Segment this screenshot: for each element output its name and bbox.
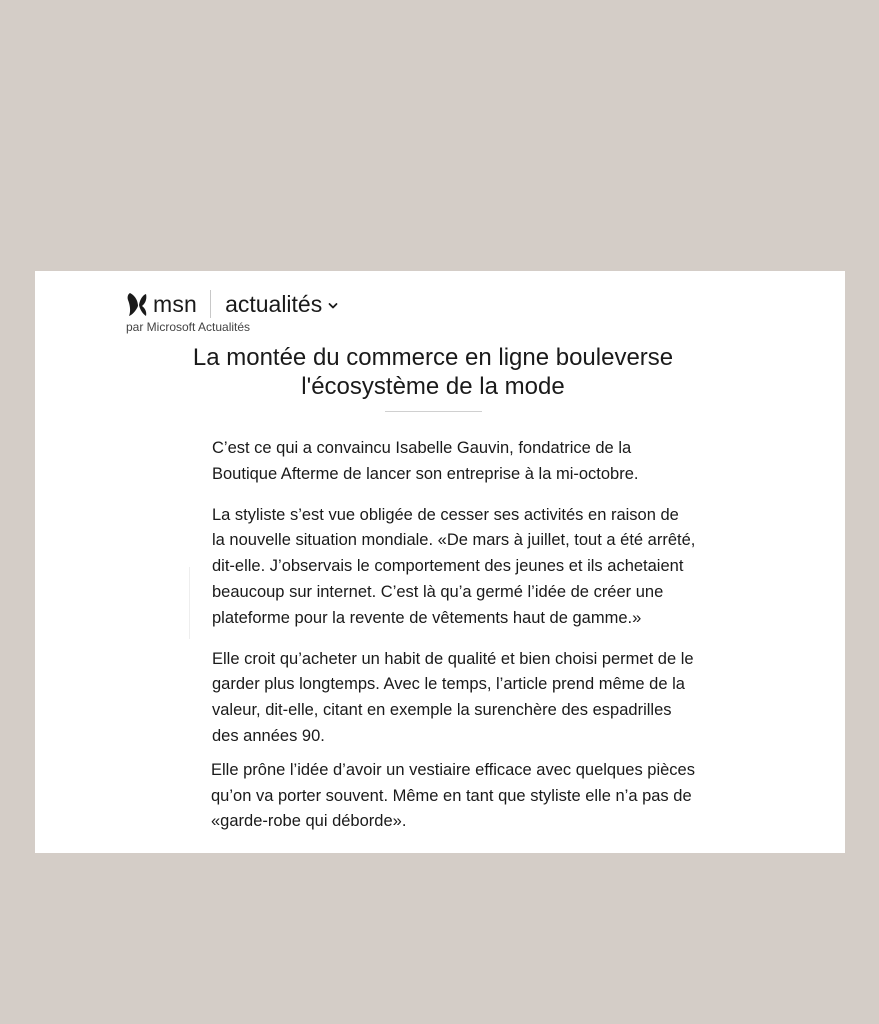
msn-brand-link[interactable]: msn [153,290,198,317]
section-label: actualités [225,290,323,317]
title-divider [385,411,482,412]
section-menu-button[interactable] [225,291,338,318]
msn-butterfly-icon[interactable] [127,290,149,318]
header-divider [210,290,211,318]
byline: par Microsoft Actualités [126,320,251,334]
msn-header [127,289,338,319]
chevron-down-icon [328,301,338,311]
side-divider [189,567,190,639]
article-card [35,271,845,853]
article-paragraph: Elle prône l’idée d’avoir un vestiaire efficace avec quelques pièces qu’on va porter souvent. Même en tant que styliste elle n’a pas de «garde-robe qui déborde». [211,760,695,831]
article-paragraph: La styliste s’est vue obligée de cesser ses activités en raison de la nouvelle situation mondiale. «De mars à juillet, tout a été arrêté, dit-elle. J’observais le comportement des jeunes et ils achetaient beaucoup sur internet. C’est là qu’a germé l’idée de créer une plateforme pour la revente de vêtements haut de gamme.» [212,505,696,627]
article-paragraph: Elle croit qu’acheter un habit de qualité et bien choisi permet de le garder plus longtemps. Avec le temps, l’article prend même de la valeur, dit-elle, citant en exemple la surenchère des espadrilles des années 90. [212,649,694,745]
article-body [212,436,696,850]
article-paragraph: C’est ce qui a convaincu Isabelle Gauvin, fondatrice de la Boutique Afterme de lancer son entreprise à la mi-octobre. [212,439,639,483]
article-title: La montée du commerce en ligne bouleverse l'écosystème de la mode [192,344,674,400]
